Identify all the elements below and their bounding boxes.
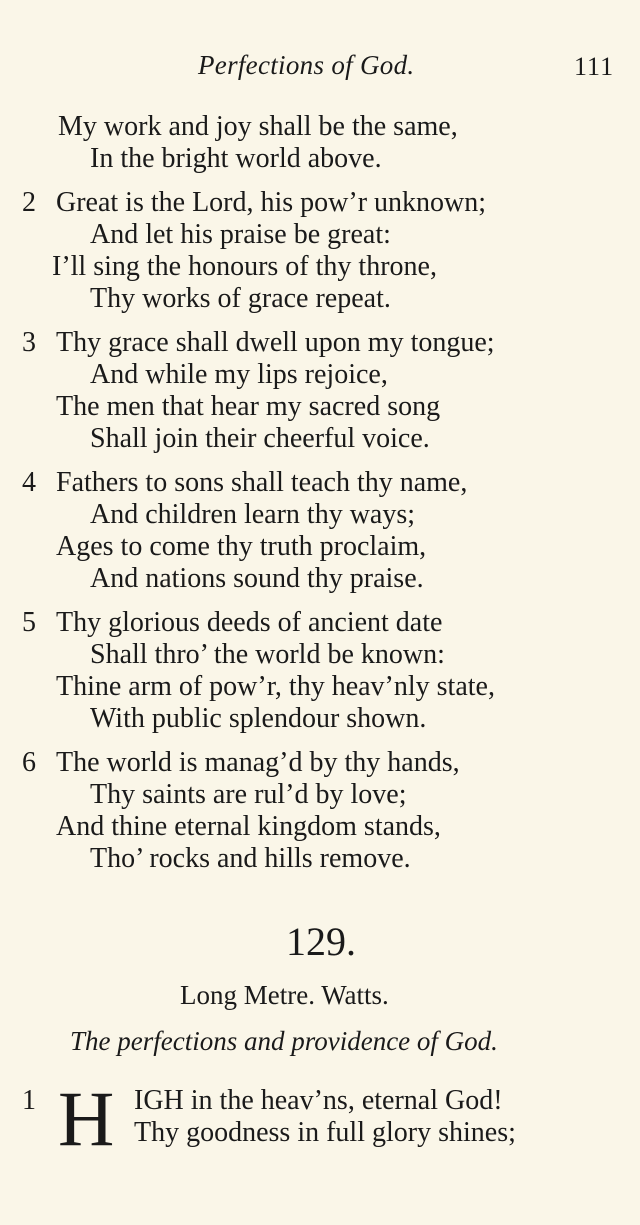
verse-line: With public splendour shown. — [90, 703, 427, 734]
stanza-number: 6 — [22, 747, 36, 778]
stanza-number: 2 — [22, 187, 36, 218]
verse-line: Tho’ rocks and hills remove. — [90, 843, 411, 874]
verse-line: I’ll sing the honours of thy throne, — [52, 251, 437, 282]
verse-line: Fathers to sons shall teach thy name, — [56, 467, 468, 498]
verse-line: My work and joy shall be the same, — [58, 111, 458, 142]
verse-line: Great is the Lord, his pow’r unknown; — [56, 187, 487, 218]
hymn-subtitle: The perfections and providence of God. — [70, 1026, 498, 1056]
verse-line: And while my lips rejoice, — [90, 359, 388, 390]
verse-line: And let his praise be great: — [90, 219, 391, 250]
stanza-number: 3 — [22, 327, 36, 358]
verse-line: Thy saints are rul’d by love; — [90, 779, 407, 810]
verse-line: Thy works of grace repeat. — [90, 283, 391, 314]
hymn-meter: Long Metre. Watts. — [180, 980, 389, 1010]
verse-line: And thine eternal kingdom stands, — [56, 811, 441, 842]
verse-line: The world is manag’d by thy hands, — [56, 747, 460, 778]
verse-line: IGH in the heav’ns, eternal God! — [134, 1085, 503, 1116]
stanza-number: 4 — [22, 467, 36, 498]
verse-line: In the bright world above. — [90, 143, 382, 174]
verse-line: Thy glorious deeds of ancient date — [56, 607, 443, 638]
verse-line: Thine arm of pow’r, thy heav’nly state, — [56, 671, 495, 702]
verse-line: Shall thro’ the world be known: — [90, 639, 445, 670]
drop-cap: H — [58, 1075, 115, 1162]
hymn-number: 129. — [286, 919, 356, 964]
verse-line: Shall join their cheerful voice. — [90, 423, 430, 454]
verse-line: Ages to come thy truth proclaim, — [56, 531, 427, 562]
stanza-number: 1 — [22, 1085, 36, 1116]
verse-line: The men that hear my sacred song — [56, 391, 441, 422]
verse-line: And nations sound thy praise. — [90, 563, 424, 594]
page-number: 111 — [574, 52, 615, 81]
stanza-number: 5 — [22, 607, 36, 638]
verse-line: Thy goodness in full glory shines; — [134, 1117, 516, 1148]
verse-line: And children learn thy ways; — [90, 499, 416, 530]
running-head: Perfections of God. — [198, 50, 415, 80]
verse-line: Thy grace shall dwell upon my tongue; — [56, 327, 495, 358]
